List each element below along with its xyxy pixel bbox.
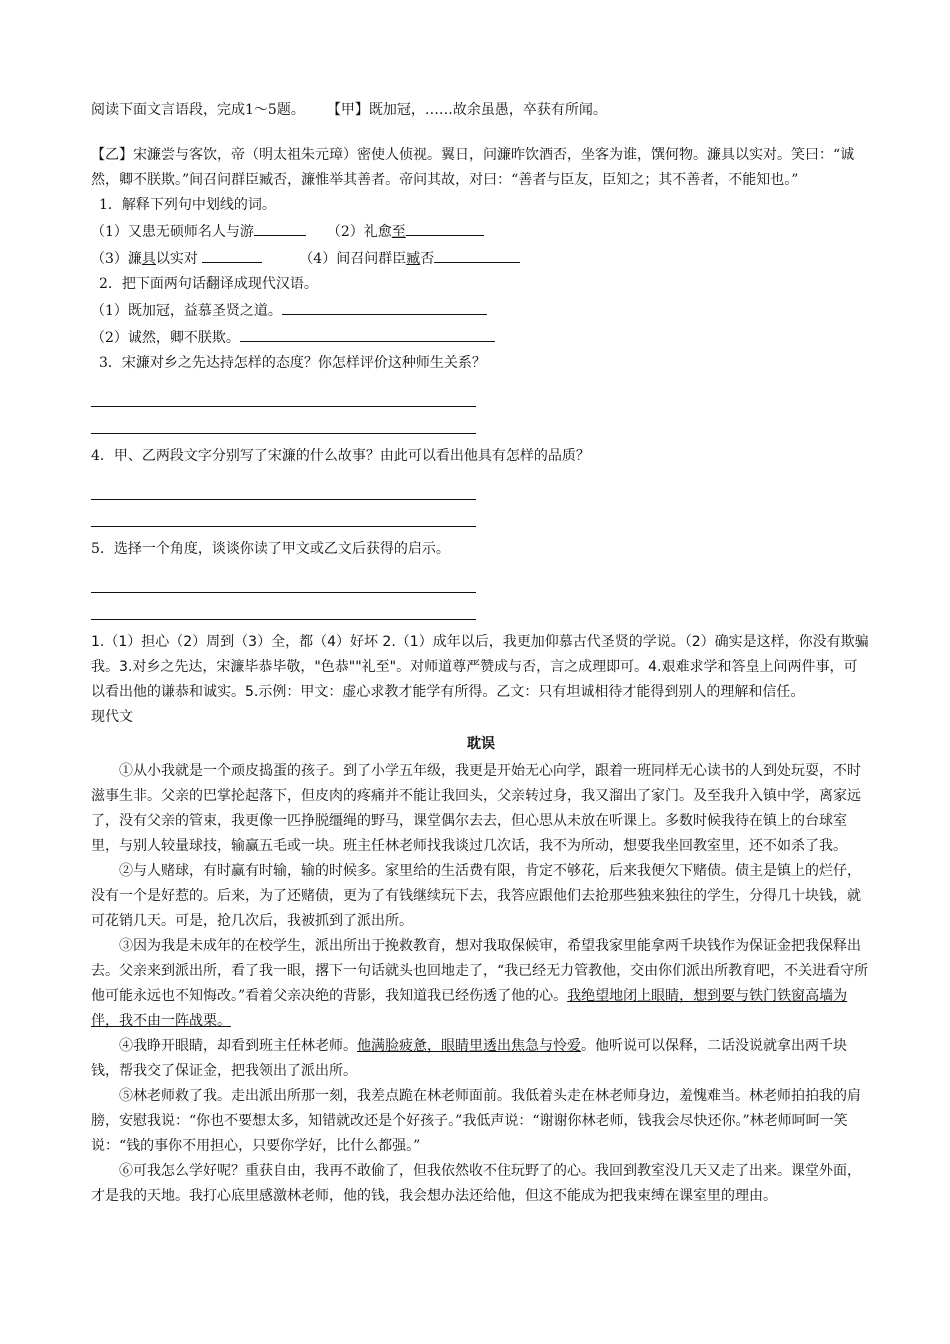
essay-paragraph-4-tail: 。他听说可以保释，二话没说就拿出两千块钱，帮我交了保证金，把我领出了派出所。 bbox=[91, 1038, 847, 1079]
q2-item-2-text: （2）诚然，卿不朕欺。 bbox=[91, 330, 240, 346]
essay-paragraph-4 bbox=[91, 1034, 871, 1084]
question-1-stem: 1．解释下列句中划线的词。 bbox=[99, 197, 276, 213]
answer-blank[interactable] bbox=[434, 245, 520, 263]
q1-item-3 bbox=[91, 251, 198, 267]
section-label: 现代文 bbox=[91, 709, 133, 725]
answer-line[interactable] bbox=[91, 566, 476, 593]
answer-line[interactable] bbox=[91, 473, 476, 500]
answer-line[interactable] bbox=[91, 407, 476, 434]
answer-line[interactable] bbox=[91, 593, 476, 620]
q1-item-4-text: （4）间召问群臣 bbox=[299, 251, 407, 267]
answer-key: 1.（1）担心（2）周到（3）全，都（4）好坏 2.（1）成年以后，我更加仰慕古代圣贤的学说。（2）确实是这样，你没有欺骗我。3.对乡之先达，宋濂毕恭毕敬，"色恭""礼至"。对师道尊严赞成与否，言之成理即可。4.艰难求学和答皇上问两件事，可以看出他的谦恭和诚实。5.示例：甲文：虚心求教才能学有所得。乙文：只有坦诚相待才能得到别人的理解和信任。 bbox=[91, 634, 869, 700]
question-2-item-1 bbox=[91, 297, 871, 324]
intro-line bbox=[91, 98, 871, 123]
q1-item-1: （1）又患无硕师名人与游 bbox=[91, 224, 254, 240]
question-4: 4．甲、乙两段文字分别写了宋濂的什么故事？由此可以看出他具有怎样的品质？ bbox=[91, 448, 590, 464]
jia-text: 【甲】既加冠，……故余虽愚，卒获有所闻。 bbox=[326, 102, 607, 118]
answer-line[interactable] bbox=[91, 380, 476, 407]
answer-blank[interactable] bbox=[282, 297, 487, 315]
question-1-row-b bbox=[91, 245, 871, 272]
question-2-stem: 2．把下面两句话翻译成现代汉语。 bbox=[99, 276, 318, 292]
essay-paragraph-1: ①从小我就是一个顽皮捣蛋的孩子。到了小学五年级，我更是开始无心向学，跟着一班同样无心读书的人到处玩耍，不时滋事生非。父亲的巴掌抡起落下，但皮肉的疼痛并不能让我回头，父亲转过身，我又溜出了家门。及至我升入镇中学，离家远了，没有父亲的管束，我更像一匹挣脱缰绳的野马，课堂偶尔去去，但心思从未放在听课上。多数时候我待在镇上的台球室里，与别人较量球技，输赢五毛或一块。班主任林老师找我谈过几次话，我不为所动，想要我坐回教室里，还不如杀了我。 bbox=[91, 763, 861, 854]
q2-item-1-text: （1）既加冠，益慕圣贤之道。 bbox=[91, 303, 282, 319]
essay-paragraph-3-text: ③因为我是未成年的在校学生，派出所出于挽救教育，想对我取保候审，希望我家里能拿两千块钱作为保证金把我保释出去。父亲来到派出所，看了我一眼，撂下一句话就头也回地走了，“我已经无力管教他，交由你们派出所教育吧，不关进看守所他可能永远也不知悔改。”看着父亲决绝的背影，我知道我已经伤透了他的心。 bbox=[91, 938, 869, 1004]
essay-paragraph-3 bbox=[91, 934, 871, 1034]
answer-blank[interactable] bbox=[240, 324, 495, 342]
q1-item-3-tail: 以实对 bbox=[155, 251, 198, 267]
answer-blank[interactable] bbox=[202, 245, 262, 263]
document-page bbox=[91, 98, 871, 1209]
q1-item-2 bbox=[327, 224, 406, 240]
essay-title: 耽误 bbox=[467, 736, 495, 752]
q1-item-4 bbox=[299, 251, 434, 267]
underlined-word: 至 bbox=[391, 224, 406, 240]
q1-item-3-text: （3）濂 bbox=[91, 251, 142, 267]
yi-passage: 【乙】宋濂尝与客饮，帝（明太祖朱元璋）密使人侦视。翼日，问濂昨饮酒否，坐客为谁，馔何物。濂具以实对。笑曰：“诚然，卿不朕欺。”间召问群臣臧否，濂惟举其善者。帝问其故，对曰：“善者与臣友，臣知之；其不善者，不能知也。” bbox=[91, 147, 855, 188]
q1-item-2-text: （2）礼愈 bbox=[326, 224, 392, 240]
essay-paragraph-2: ②与人赌球，有时赢有时输，输的时候多。家里给的生活费有限，肯定不够花，后来我便欠下赌债。债主是镇上的烂仔，没有一个是好惹的。后来，为了还赌债，更为了有钱继续玩下去，我答应跟他们去抢那些独来独往的学生，分得几十块钱，就可花销几天。可是，抢几次后，我被抓到了派出所。 bbox=[91, 863, 861, 929]
underlined-word: 臧 bbox=[406, 251, 421, 267]
answer-blank[interactable] bbox=[254, 218, 306, 236]
answer-lines-3 bbox=[91, 380, 871, 434]
intro-text: 阅读下面文言语段，完成1～5题。 bbox=[91, 102, 305, 118]
answer-lines-5 bbox=[91, 566, 871, 620]
question-5: 5．选择一个角度，谈谈你读了甲文或乙文后获得的启示。 bbox=[91, 541, 450, 557]
underlined-sentence: 他满脸疲惫，眼睛里透出焦急与怜爱 bbox=[357, 1038, 581, 1054]
essay-paragraph-6: ⑥可我怎么学好呢？重获自由，我再不敢偷了，但我依然收不住玩野了的心。我回到教室没几天又走了出来。课堂外面，才是我的天地。我打心底里感激林老师，他的钱，我会想办法还给他，但这不能成为把我束缚在课室里的理由。 bbox=[91, 1163, 861, 1204]
essay-paragraph-4-text: ④我睁开眼睛，却看到班主任林老师。 bbox=[119, 1038, 357, 1054]
underlined-word: 具 bbox=[141, 251, 156, 267]
answer-lines-4 bbox=[91, 473, 871, 527]
essay-paragraph-5: ⑤林老师救了我。走出派出所那一刻，我差点跪在林老师面前。我低着头走在林老师身边，羞愧难当。林老师拍拍我的肩膀，安慰我说：“你也不要想太多，知错就改还是个好孩子。”我低声说：“谢谢你林老师，钱我会尽快还你。”林老师呵呵一笑说：“钱的事你不用担心，只要你学好，比什么都强。” bbox=[91, 1088, 861, 1154]
answer-blank[interactable] bbox=[406, 218, 484, 236]
q1-item-4-tail: 否 bbox=[420, 251, 435, 267]
question-3: 3．宋濂对乡之先达持怎样的态度？你怎样评价这种师生关系？ bbox=[99, 355, 486, 371]
answer-line[interactable] bbox=[91, 500, 476, 527]
question-1-row-a bbox=[91, 218, 871, 245]
question-2-item-2 bbox=[91, 324, 871, 351]
underlined-sentence: 我绝望地闭上眼睛，想到要与铁门铁窗高墙为伴，我不由一阵战栗。 bbox=[91, 988, 848, 1029]
